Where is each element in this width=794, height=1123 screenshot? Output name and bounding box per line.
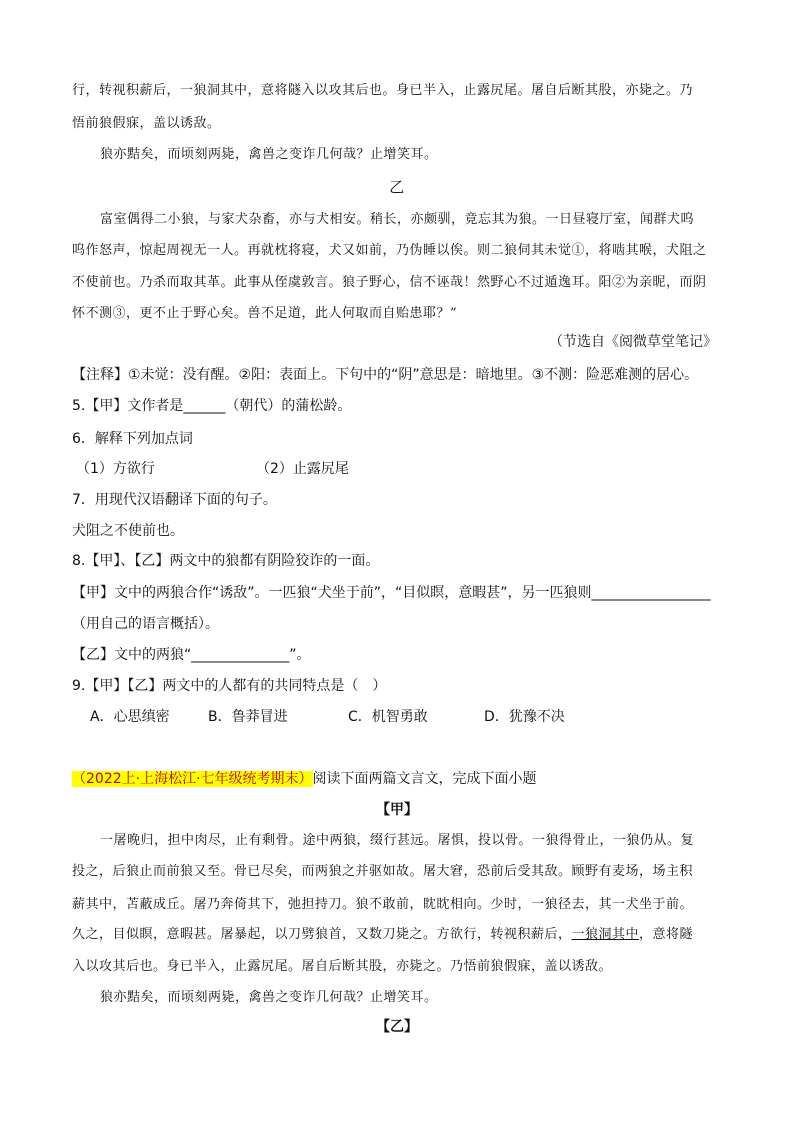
passage-jia-line [72, 926, 722, 944]
question-7: 7．用现代汉语翻译下面的句子。 [72, 492, 277, 508]
source-citation: （节选自《阅微草堂笔记》 [549, 334, 717, 350]
line-text: ，意将隧 [639, 927, 694, 942]
question-8: 8.【甲】、【乙】两文中的狼都有阴险狡诈的一面。 [72, 553, 380, 569]
question-7-sentence: 犬阻之不使前也。 [72, 523, 184, 539]
passage-yi-line: 呜作怒声，惊起周视无一人。再就枕将寝，犬又如前，乃伪睡以俟。则二狼伺其未觉①，将啮其喉，犬阻之 [72, 243, 707, 258]
yi-heading: 乙 [389, 178, 405, 196]
question-8-part-a: 【甲】文中的两狼合作“诱敌”。一匹狼“犬坐于前”，“目似瞑，意暇甚”，另一匹狼则_________________ [72, 585, 711, 601]
option-a: A．心思缜密 [90, 709, 170, 725]
notes: 【注释】①未觉：没有醒。②阳：表面上。下句中的“阴”意思是：暗地里。③不测：险恶难测的居心。 [72, 367, 699, 383]
option-c: C．机智勇敢 [348, 709, 428, 725]
yi-heading-2: 【乙】 [376, 1019, 418, 1035]
question-6-item: （1）方欲行 [76, 461, 155, 477]
passage-jia-line: 狼亦黠矣，而顷刻两毙，禽兽之变诈几何哉？止增笑耳。 [100, 990, 438, 1005]
question-8-part-a-note: （用自己的语言概括）。 [72, 616, 219, 632]
passage-jia-line: 入以攻其后也。身已半入，止露尻尾。屠自后断其股，亦毙之。乃悟前狼假寐，盖以诱敌。 [72, 959, 613, 974]
instruction: 阅读下面两篇文言文，完成下面小题 [312, 771, 537, 787]
passage-jia-line: 投之，后狼止而前狼又至。骨已尽矣，而两狼之并驱如故。屠大窘，恐前后受其敌。顾野有麦场，场主积 [72, 864, 694, 879]
passage-yi-line: 怀不测③，更不止于野心矣。兽不足道，此人何取而自贻患耶？” [72, 306, 458, 321]
section-2-header [72, 770, 722, 788]
passage-yi-line: 富室偶得二小狼，与家犬杂畜，亦与犬相安。稍长，亦颇驯，竟忘其为狼。一日昼寝厅室，闻群犬呜 [100, 212, 695, 227]
passage-jia-line: 悟前狼假寐，盖以诱敌。 [72, 116, 221, 131]
question-6-item: （2）止露尻尾 [256, 461, 349, 477]
passage-yi-line: 不使前也。乃杀而取其革。此事从侄虞敦言。狼子野心，信不诬哉！然野心不过遁逸耳。阳②为亲昵，而阴 [72, 275, 707, 290]
jia-heading: 【甲】 [376, 802, 418, 818]
underlined-phrase: 一狼洞其中 [571, 927, 640, 942]
question-6: 6．解释下列加点词 [72, 431, 193, 447]
question-9: 9.【甲】【乙】两文中的人都有的共同特点是（ ） [72, 678, 387, 694]
question-8-part-b: 【乙】文中的两狼“______________”。 [72, 647, 311, 663]
option-d: D．犹豫不决 [484, 709, 565, 725]
option-b: B．鲁莽冒进 [208, 709, 288, 725]
passage-jia-line: 狼亦黠矣，而顷刻两毙，禽兽之变诈几何哉？止增笑耳。 [100, 147, 438, 162]
question-5: 5.【甲】文作者是______（朝代）的蒲松龄。 [72, 398, 352, 414]
source-tag: （2022上·上海松江·七年级统考期末） [72, 771, 313, 787]
line-text: 久之，目似瞑，意暇甚。屠暴起，以刀劈狼首，又数刀毙之。方欲行，转视积薪后， [72, 927, 572, 942]
passage-jia-line: 一屠晚归，担中肉尽，止有剩骨。途中两狼，缀行甚远。屠惧，投以骨。一狼得骨止，一狼仍从。复 [100, 833, 695, 848]
passage-jia-line: 行，转视积薪后，一狼洞其中，意将隧入以攻其后也。身已半入，止露尻尾。屠自后断其股，亦毙之。乃 [72, 83, 694, 98]
passage-jia-line: 薪其中，苫蔽成丘。屠乃奔倚其下，弛担持刀。狼不敢前，眈眈相向。少时，一狼径去，其一犬坐于前。 [72, 897, 694, 912]
